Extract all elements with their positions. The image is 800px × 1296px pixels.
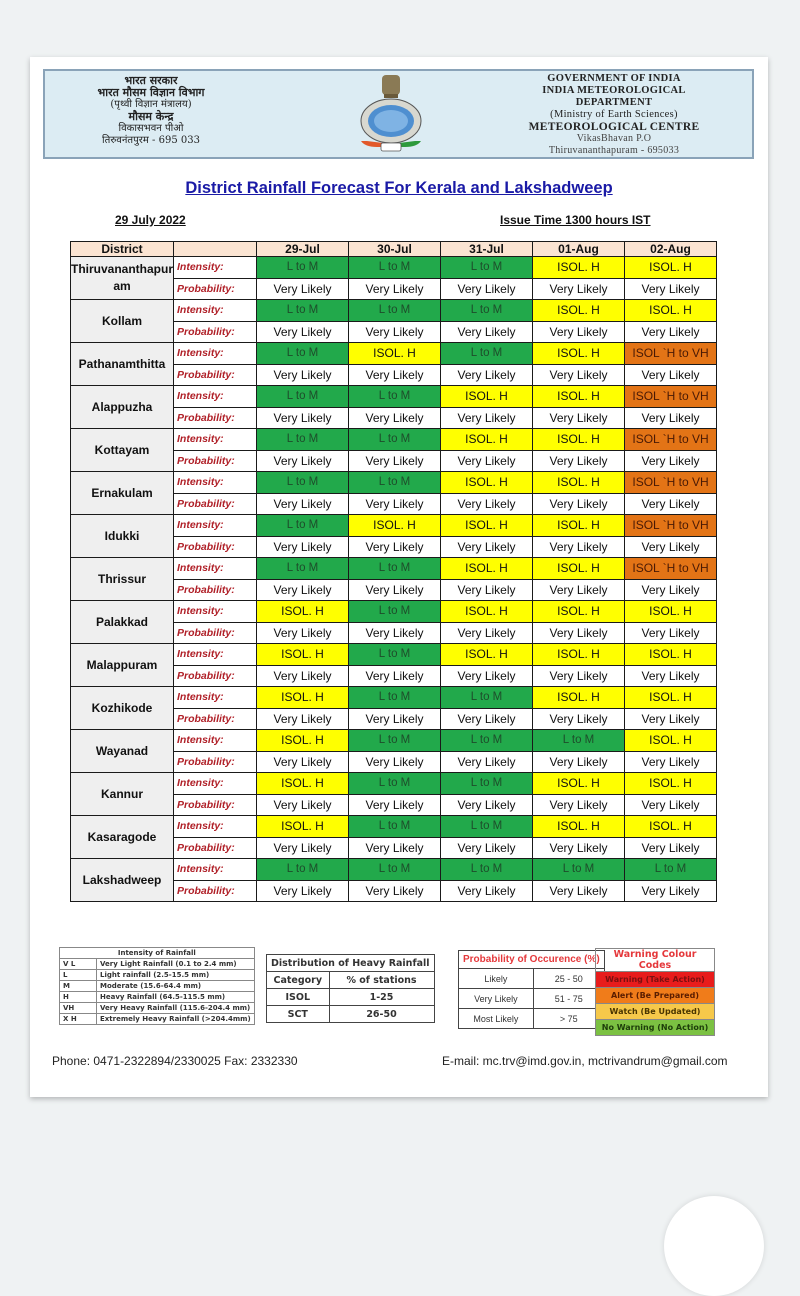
english-line: GOVERNMENT OF INDIA — [547, 73, 681, 84]
intensity-cell: L to M — [349, 730, 441, 752]
probability-label: Probability: — [174, 665, 257, 687]
intensity-description: Moderate (15.6-64.4 mm) — [97, 981, 255, 992]
probability-cell: Very Likely — [625, 708, 717, 730]
probability-cell: Very Likely — [349, 536, 441, 558]
probability-term: Most Likely — [459, 1009, 534, 1029]
intensity-cell: ISOL. H — [625, 601, 717, 623]
probability-label: Probability: — [174, 794, 257, 816]
probability-cell: Very Likely — [349, 622, 441, 644]
intensity-label: Intensity: — [174, 558, 257, 580]
intensity-cell: L to M — [257, 515, 349, 537]
intensity-legend-row — [60, 959, 255, 970]
distribution-legend — [266, 954, 435, 1023]
intensity-cell: L to M — [257, 343, 349, 365]
hindi-line: तिरुवनंतपुरम - 695 033 — [102, 135, 200, 146]
intensity-label: Intensity: — [174, 429, 257, 451]
probability-label: Probability: — [174, 579, 257, 601]
district-name: Ernakulam — [71, 472, 174, 515]
probability-legend — [458, 950, 605, 1029]
hindi-address — [51, 75, 251, 147]
date-column-header: 29-Jul — [257, 242, 349, 257]
intensity-row — [71, 300, 717, 322]
intensity-legend-row — [60, 970, 255, 981]
intensity-legend-row — [60, 992, 255, 1003]
probability-cell: Very Likely — [441, 794, 533, 816]
probability-cell: Very Likely — [625, 321, 717, 343]
footer-email: E-mail: mc.trv@imd.gov.in, mctrivandrum@gmail.com — [442, 1054, 728, 1068]
probability-cell: Very Likely — [257, 407, 349, 429]
probability-label: Probability: — [174, 708, 257, 730]
intensity-cell: L to M — [441, 687, 533, 709]
intensity-cell: L to M — [441, 730, 533, 752]
intensity-label: Intensity: — [174, 816, 257, 838]
probability-cell: Very Likely — [625, 837, 717, 859]
hindi-line: भारत मौसम विज्ञान विभाग — [97, 86, 205, 99]
intensity-code: VH — [60, 1003, 97, 1014]
intensity-label: Intensity: — [174, 644, 257, 666]
label-column-header — [174, 242, 257, 257]
probability-label: Probability: — [174, 278, 257, 300]
probability-term: Likely — [459, 969, 534, 989]
intensity-row — [71, 601, 717, 623]
probability-cell: Very Likely — [625, 794, 717, 816]
probability-cell: Very Likely — [441, 622, 533, 644]
probability-cell: Very Likely — [257, 536, 349, 558]
intensity-label: Intensity: — [174, 687, 257, 709]
probability-cell: Very Likely — [625, 665, 717, 687]
intensity-cell: ISOL. H — [441, 386, 533, 408]
probability-cell: Very Likely — [625, 622, 717, 644]
issue-time: Issue Time 1300 hours IST — [500, 213, 651, 227]
distribution-header: Category — [267, 972, 330, 989]
probability-cell: Very Likely — [441, 665, 533, 687]
english-address — [484, 73, 744, 157]
district-name: Alappuzha — [71, 386, 174, 429]
intensity-description: Light rainfall (2.5-15.5 mm) — [97, 970, 255, 981]
intensity-cell: ISOL `H to VH — [625, 386, 717, 408]
intensity-cell: L to M — [533, 730, 625, 752]
probability-cell: Very Likely — [257, 708, 349, 730]
intensity-cell: ISOL. H — [349, 515, 441, 537]
intensity-cell: ISOL. H — [257, 601, 349, 623]
intensity-cell: ISOL. H — [257, 644, 349, 666]
probability-cell: Very Likely — [625, 880, 717, 902]
probability-cell: Very Likely — [625, 536, 717, 558]
probability-label: Probability: — [174, 880, 257, 902]
distribution-value: 1-25 — [329, 989, 434, 1006]
forecast-table-body — [71, 257, 717, 902]
probability-cell: Very Likely — [625, 278, 717, 300]
probability-cell: Very Likely — [257, 794, 349, 816]
intensity-label: Intensity: — [174, 386, 257, 408]
probability-cell: Very Likely — [257, 278, 349, 300]
floating-action-button[interactable] — [664, 1196, 764, 1296]
intensity-cell: L to M — [441, 773, 533, 795]
intensity-cell: ISOL. H — [533, 300, 625, 322]
intensity-row — [71, 687, 717, 709]
probability-cell: Very Likely — [533, 622, 625, 644]
intensity-cell: L to M — [257, 300, 349, 322]
intensity-cell: ISOL. H — [625, 816, 717, 838]
intensity-cell: ISOL. H — [533, 429, 625, 451]
intensity-cell: L to M — [257, 558, 349, 580]
distribution-header: % of stations — [329, 972, 434, 989]
distribution-category: SCT — [267, 1006, 330, 1023]
hindi-line: भारत सरकार — [124, 74, 178, 87]
intensity-cell: ISOL. H — [533, 386, 625, 408]
probability-cell: Very Likely — [349, 321, 441, 343]
forecast-document — [30, 57, 768, 1097]
probability-cell: Very Likely — [625, 493, 717, 515]
district-name: Palakkad — [71, 601, 174, 644]
intensity-cell: L to M — [533, 859, 625, 881]
intensity-cell: ISOL. H — [533, 257, 625, 279]
intensity-cell: ISOL. H — [625, 730, 717, 752]
intensity-row — [71, 816, 717, 838]
intensity-cell: ISOL. H — [625, 687, 717, 709]
intensity-description: Very Light Rainfall (0.1 to 2.4 mm) — [97, 959, 255, 970]
intensity-row — [71, 472, 717, 494]
probability-cell: Very Likely — [533, 536, 625, 558]
intensity-cell: ISOL. H — [533, 773, 625, 795]
intensity-cell: ISOL. H — [441, 644, 533, 666]
district-name: Kottayam — [71, 429, 174, 472]
probability-cell: Very Likely — [257, 364, 349, 386]
probability-cell: Very Likely — [441, 880, 533, 902]
probability-cell: Very Likely — [441, 364, 533, 386]
probability-cell: Very Likely — [533, 880, 625, 902]
probability-cell: Very Likely — [257, 880, 349, 902]
district-name: Thrissur — [71, 558, 174, 601]
intensity-cell: ISOL. H — [533, 515, 625, 537]
probability-cell: Very Likely — [441, 708, 533, 730]
probability-label: Probability: — [174, 837, 257, 859]
intensity-cell: L to M — [441, 343, 533, 365]
date-column-header: 30-Jul — [349, 242, 441, 257]
probability-cell: Very Likely — [441, 837, 533, 859]
probability-cell: Very Likely — [257, 665, 349, 687]
intensity-label: Intensity: — [174, 343, 257, 365]
probability-cell: Very Likely — [533, 708, 625, 730]
intensity-legend-row — [60, 1014, 255, 1025]
probability-cell: Very Likely — [349, 407, 441, 429]
intensity-cell: L to M — [349, 644, 441, 666]
intensity-label: Intensity: — [174, 472, 257, 494]
intensity-row — [71, 515, 717, 537]
probability-cell: Very Likely — [625, 450, 717, 472]
probability-cell: Very Likely — [625, 751, 717, 773]
probability-label: Probability: — [174, 407, 257, 429]
intensity-cell: ISOL `H to VH — [625, 429, 717, 451]
intensity-legend-row — [60, 1003, 255, 1014]
intensity-cell: ISOL. H — [533, 601, 625, 623]
intensity-cell: L to M — [441, 859, 533, 881]
intensity-row — [71, 257, 717, 279]
intensity-cell: ISOL `H to VH — [625, 343, 717, 365]
probability-cell: Very Likely — [625, 407, 717, 429]
intensity-cell: ISOL. H — [257, 730, 349, 752]
english-line: Thiruvananthapuram - 695033 — [548, 145, 680, 156]
english-line: DEPARTMENT — [575, 97, 653, 108]
hindi-line: (पृथ्वी विज्ञान मंत्रालय) — [110, 99, 192, 110]
intensity-code: V L — [60, 959, 97, 970]
probability-cell: Very Likely — [533, 794, 625, 816]
intensity-legend-title: Intensity of Rainfall — [60, 948, 255, 959]
district-name: Malappuram — [71, 644, 174, 687]
date-column-header: 31-Jul — [441, 242, 533, 257]
probability-cell: Very Likely — [533, 407, 625, 429]
intensity-label: Intensity: — [174, 601, 257, 623]
probability-cell: Very Likely — [349, 794, 441, 816]
intensity-cell: L to M — [349, 257, 441, 279]
distribution-category: ISOL — [267, 989, 330, 1006]
intensity-row — [71, 343, 717, 365]
warning-code-cell: Watch (Be Updated) — [596, 1004, 715, 1020]
probability-label: Probability: — [174, 493, 257, 515]
district-column-header: District — [71, 242, 174, 257]
probability-cell: Very Likely — [533, 837, 625, 859]
probability-legend-title: Probability of Occurence (%) — [459, 951, 605, 969]
probability-cell: Very Likely — [441, 321, 533, 343]
intensity-row — [71, 386, 717, 408]
intensity-cell: L to M — [441, 816, 533, 838]
intensity-cell: ISOL. H — [349, 343, 441, 365]
forecast-date: 29 July 2022 — [115, 213, 186, 227]
intensity-row — [71, 773, 717, 795]
district-name: Kozhikode — [71, 687, 174, 730]
intensity-cell: ISOL. H — [257, 687, 349, 709]
probability-range: > 75 — [533, 1009, 604, 1029]
intensity-cell: L to M — [349, 429, 441, 451]
intensity-cell: ISOL. H — [533, 644, 625, 666]
district-name: Kasaragode — [71, 816, 174, 859]
intensity-cell: ISOL. H — [625, 257, 717, 279]
probability-cell: Very Likely — [441, 751, 533, 773]
intensity-label: Intensity: — [174, 300, 257, 322]
intensity-cell: L to M — [349, 859, 441, 881]
intensity-label: Intensity: — [174, 730, 257, 752]
intensity-cell: ISOL. H — [441, 558, 533, 580]
probability-cell: Very Likely — [349, 751, 441, 773]
intensity-cell: L to M — [349, 300, 441, 322]
intensity-cell: L to M — [257, 859, 349, 881]
intensity-cell: L to M — [257, 257, 349, 279]
intensity-row — [71, 859, 717, 881]
intensity-cell: ISOL. H — [441, 515, 533, 537]
warning-code-cell: Alert (Be Prepared) — [596, 988, 715, 1004]
intensity-row — [71, 429, 717, 451]
intensity-legend-row — [60, 981, 255, 992]
probability-cell: Very Likely — [349, 278, 441, 300]
probability-range: 51 - 75 — [533, 989, 604, 1009]
probability-label: Probability: — [174, 751, 257, 773]
english-line: METEOROLOGICAL CENTRE — [528, 121, 700, 133]
page-title: District Rainfall Forecast For Kerala and Lakshadweep — [185, 179, 613, 197]
intensity-cell: L to M — [349, 386, 441, 408]
probability-cell: Very Likely — [257, 450, 349, 472]
intensity-description: Very Heavy Rainfall (115.6-204.4 mm) — [97, 1003, 255, 1014]
distribution-legend-title: Distribution of Heavy Rainfall — [267, 955, 435, 972]
probability-label: Probability: — [174, 321, 257, 343]
intensity-cell: ISOL. H — [533, 687, 625, 709]
probability-cell: Very Likely — [441, 579, 533, 601]
intensity-label: Intensity: — [174, 859, 257, 881]
warning-legend-title: Warning Colour Codes — [596, 949, 715, 972]
date-column-header: 01-Aug — [533, 242, 625, 257]
intensity-code: L — [60, 970, 97, 981]
intensity-cell: ISOL. H — [533, 816, 625, 838]
probability-cell: Very Likely — [349, 493, 441, 515]
english-line: INDIA METEOROLOGICAL — [542, 85, 686, 96]
intensity-legend — [59, 947, 255, 1025]
probability-cell: Very Likely — [257, 493, 349, 515]
imd-emblem-icon — [351, 73, 431, 157]
intensity-cell: L to M — [349, 773, 441, 795]
intensity-cell: ISOL. H — [257, 773, 349, 795]
probability-cell: Very Likely — [533, 321, 625, 343]
probability-cell: Very Likely — [441, 407, 533, 429]
probability-cell: Very Likely — [257, 622, 349, 644]
probability-cell: Very Likely — [533, 665, 625, 687]
intensity-cell: L to M — [625, 859, 717, 881]
district-name: Kollam — [71, 300, 174, 343]
english-line: (Ministry of Earth Sciences) — [550, 109, 678, 120]
probability-cell: Very Likely — [257, 751, 349, 773]
intensity-cell: L to M — [349, 601, 441, 623]
intensity-cell: L to M — [441, 300, 533, 322]
probability-cell: Very Likely — [533, 450, 625, 472]
probability-cell: Very Likely — [533, 751, 625, 773]
district-name: Wayanad — [71, 730, 174, 773]
district-name: Lakshadweep — [71, 859, 174, 902]
intensity-cell: ISOL. H — [441, 601, 533, 623]
intensity-cell: ISOL `H to VH — [625, 472, 717, 494]
date-column-header: 02-Aug — [625, 242, 717, 257]
intensity-label: Intensity: — [174, 515, 257, 537]
probability-cell: Very Likely — [625, 579, 717, 601]
hindi-line: मौसम केन्द्र — [128, 110, 174, 123]
probability-cell: Very Likely — [349, 450, 441, 472]
probability-cell: Very Likely — [533, 278, 625, 300]
probability-cell: Very Likely — [349, 880, 441, 902]
intensity-cell: L to M — [349, 816, 441, 838]
district-name: Kannur — [71, 773, 174, 816]
probability-cell: Very Likely — [533, 579, 625, 601]
intensity-cell: ISOL. H — [625, 644, 717, 666]
probability-cell: Very Likely — [349, 579, 441, 601]
probability-label: Probability: — [174, 364, 257, 386]
intensity-cell: ISOL. H — [441, 472, 533, 494]
intensity-cell: ISOL. H — [441, 429, 533, 451]
probability-cell: Very Likely — [349, 708, 441, 730]
intensity-cell: L to M — [441, 257, 533, 279]
intensity-cell: ISOL. H — [533, 343, 625, 365]
probability-cell: Very Likely — [533, 493, 625, 515]
intensity-cell: ISOL. H — [533, 558, 625, 580]
intensity-code: M — [60, 981, 97, 992]
intensity-code: X H — [60, 1014, 97, 1025]
probability-cell: Very Likely — [533, 364, 625, 386]
intensity-cell: L to M — [349, 472, 441, 494]
intensity-row — [71, 644, 717, 666]
intensity-cell: ISOL. H — [625, 773, 717, 795]
forecast-table — [70, 241, 717, 902]
warning-code-cell: No Warning (No Action) — [596, 1020, 715, 1036]
district-name: Idukki — [71, 515, 174, 558]
probability-cell: Very Likely — [349, 364, 441, 386]
probability-cell: Very Likely — [441, 493, 533, 515]
probability-cell: Very Likely — [441, 278, 533, 300]
intensity-cell: L to M — [349, 687, 441, 709]
intensity-cell: L to M — [257, 386, 349, 408]
warning-colour-legend — [595, 948, 715, 1036]
probability-label: Probability: — [174, 622, 257, 644]
probability-cell: Very Likely — [441, 450, 533, 472]
probability-label: Probability: — [174, 450, 257, 472]
district-name: Pathanamthitta — [71, 343, 174, 386]
intensity-cell: L to M — [257, 429, 349, 451]
intensity-cell: ISOL `H to VH — [625, 558, 717, 580]
intensity-code: H — [60, 992, 97, 1003]
intensity-description: Heavy Rainfall (64.5-115.5 mm) — [97, 992, 255, 1003]
intensity-cell: ISOL. H — [625, 300, 717, 322]
probability-cell: Very Likely — [349, 837, 441, 859]
probability-cell: Very Likely — [257, 837, 349, 859]
footer-phone: Phone: 0471-2322894/2330025 Fax: 2332330 — [52, 1054, 298, 1068]
warning-code-cell: Warning (Take Action) — [596, 972, 715, 988]
probability-cell: Very Likely — [257, 321, 349, 343]
probability-cell: Very Likely — [625, 364, 717, 386]
probability-cell: Very Likely — [257, 579, 349, 601]
english-line: VikasBhavan P.O — [576, 133, 652, 144]
probability-term: Very Likely — [459, 989, 534, 1009]
intensity-row — [71, 558, 717, 580]
intensity-description: Extremely Heavy Rainfall (>204.4mm) — [97, 1014, 255, 1025]
district-name: Thiruvananthapuram — [71, 257, 174, 300]
table-header-row — [71, 242, 717, 257]
probability-cell: Very Likely — [441, 536, 533, 558]
intensity-row — [71, 730, 717, 752]
probability-cell: Very Likely — [349, 665, 441, 687]
intensity-cell: ISOL `H to VH — [625, 515, 717, 537]
intensity-label: Intensity: — [174, 773, 257, 795]
probability-label: Probability: — [174, 536, 257, 558]
intensity-label: Intensity: — [174, 257, 257, 279]
hindi-line: विकासभवन पीओ — [118, 123, 184, 134]
distribution-value: 26-50 — [329, 1006, 434, 1023]
intensity-cell: ISOL. H — [257, 816, 349, 838]
intensity-cell: L to M — [257, 472, 349, 494]
probability-range: 25 - 50 — [533, 969, 604, 989]
intensity-cell: L to M — [349, 558, 441, 580]
intensity-cell: ISOL. H — [533, 472, 625, 494]
letterhead — [43, 69, 754, 159]
